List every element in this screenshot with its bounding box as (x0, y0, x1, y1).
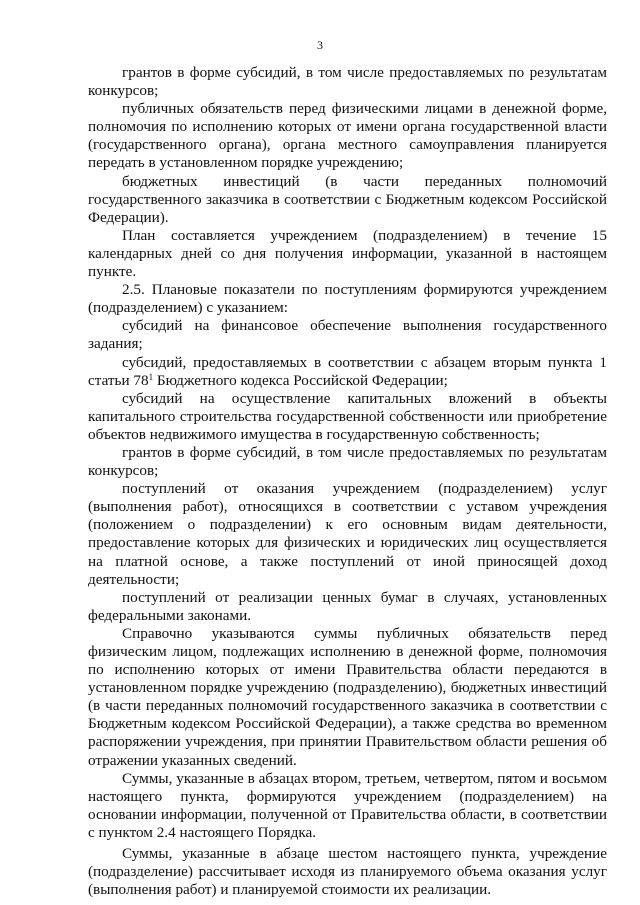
paragraph-budget-investments: бюджетных инвестиций (в части переданных полномочий государственного заказчика в соответствии с Бюджетным кодексом Российской Федерации). (88, 172, 607, 226)
paragraph-grants-2: грантов в форме субсидий, в том числе предоставляемых по результатам конкурсов; (88, 443, 607, 480)
paragraph-capital-investments: субсидий на осуществление капитальных вложений в объекты капитального строительства государственной собственности или приобретение объектов недвижимого имущества в государственную собственность; (88, 389, 607, 443)
article-78-superscript: 1 (148, 371, 154, 382)
paragraph-amounts-paragraphs: Суммы, указанные в абзацах втором, третьем, четвертом, пятом и восьмом настоящего пункта, формируются учреждением (подразделением) на основании информации, полученной от Правительства области, в соответствии с пунктом 2.4 настоящего Порядка. (88, 769, 607, 841)
paragraph-plan-deadline: План составляется учреждением (подразделением) в течение 15 календарных дней со дня получения информации, указанной в настоящем пункте. (88, 226, 607, 281)
paragraph-subsidies-assignment: субсидий на финансовое обеспечение выполнения государственного задания; (88, 317, 607, 353)
paragraph-amounts-sixth: Суммы, указанные в абзаце шестом настоящего пункта, учреждение (подразделение) рассчитывает исходя из планируемого объема оказания услуг (выполнения работ) и планируемой стоимости их реализации. (88, 845, 607, 899)
paragraph-reference-amounts: Справочно указываются суммы публичных обязательств перед физическим лицом, подлежащих исполнению в денежной форме, полномочия по исполнению которых от имени Правительства области передаются в установленном порядке учреждению (подразделению), бюджетных инвестиций (в части переданных полномочий государственного заказчика в соответствии с Бюджетным кодексом Российской Федерации), а также средства во временном распоряжении учреждения, при принятии Правительством области решения об отражении указанных сведений. (88, 624, 607, 769)
paragraph-service-revenue: поступлений от оказания учреждением (подразделением) услуг (выполнения работ), относящихся в соответствии с уставом учреждения (положением о подразделении) к его основным видам деятельности, предоставление которых для физических и юридических лиц осуществляется на платной основе, а также поступлений от иной приносящей доход деятельности; (88, 480, 607, 588)
page-number: 3 (317, 38, 323, 52)
paragraph-public-obligations: публичных обязательств перед физическими лицами в денежной форме, полномочия по исполнению которых от имени органа государственной власти (государственного органа), органа местного самоуправления планируется передать в установленном порядке учреждению; (88, 100, 607, 172)
document-body (88, 64, 607, 899)
paragraph-grants-1: грантов в форме субсидий, в том числе предоставляемых по результатам конкурсов; (88, 64, 607, 100)
article-78-text-end: Бюджетного кодекса Российской Федерации; (153, 371, 448, 389)
paragraph-securities: поступлений от реализации ценных бумаг в случаях, установленных федеральными законами. (88, 588, 607, 624)
paragraph-section-2-5: 2.5. Плановые показатели по поступлениям формируются учреждением (подразделением) с указанием: (88, 281, 607, 317)
article-78-text: субсидий, предоставляемых в соответствии с абзацем вторым пункта 1 статьи 78 (88, 353, 607, 389)
paragraph-subsidies-article-78 (88, 354, 607, 390)
